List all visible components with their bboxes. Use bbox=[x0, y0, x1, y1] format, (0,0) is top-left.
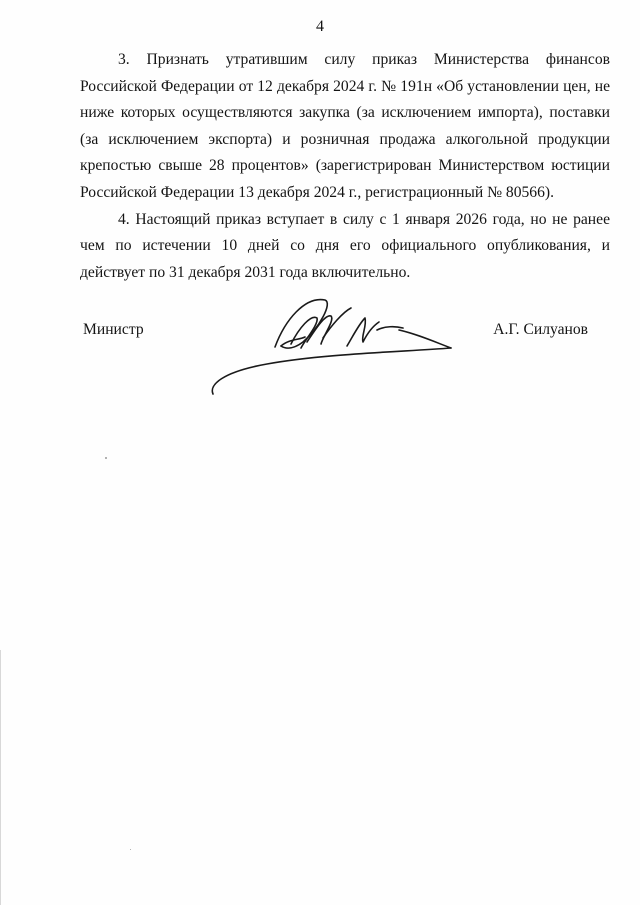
scan-speck bbox=[105, 457, 107, 459]
page-number: 4 bbox=[316, 18, 324, 35]
scan-speck bbox=[130, 849, 131, 850]
handwritten-signature bbox=[207, 290, 457, 400]
signature-block bbox=[80, 290, 610, 400]
scan-edge-line bbox=[0, 650, 1, 905]
signatory-role: Министр bbox=[83, 321, 144, 338]
document-body bbox=[80, 47, 610, 286]
signatory-name: А.Г. Силуанов bbox=[493, 321, 588, 338]
paragraph-4: 4. Настоящий приказ вступает в силу с 1 января 2026 года, но не ранее чем по истечении 10 дней со дня его официального опубликования, и действует по 31 декабря 2031 года включительно. bbox=[80, 210, 610, 281]
paragraph-3: 3. Признать утратившим силу приказ Министерства финансов Российской Федерации от 12 декабря 2024 г. № 191н «Об установлении цен, не ниже которых осуществляются закупка (за исключением импорта), поставки (за исключением экспорта) и розничная продажа алкогольной продукции крепостью свыше 28 процентов» (зарегистрирован Министерством юстиции Российской Федерации 13 декабря 2024 г., регистрационный № 80566). bbox=[80, 51, 610, 201]
